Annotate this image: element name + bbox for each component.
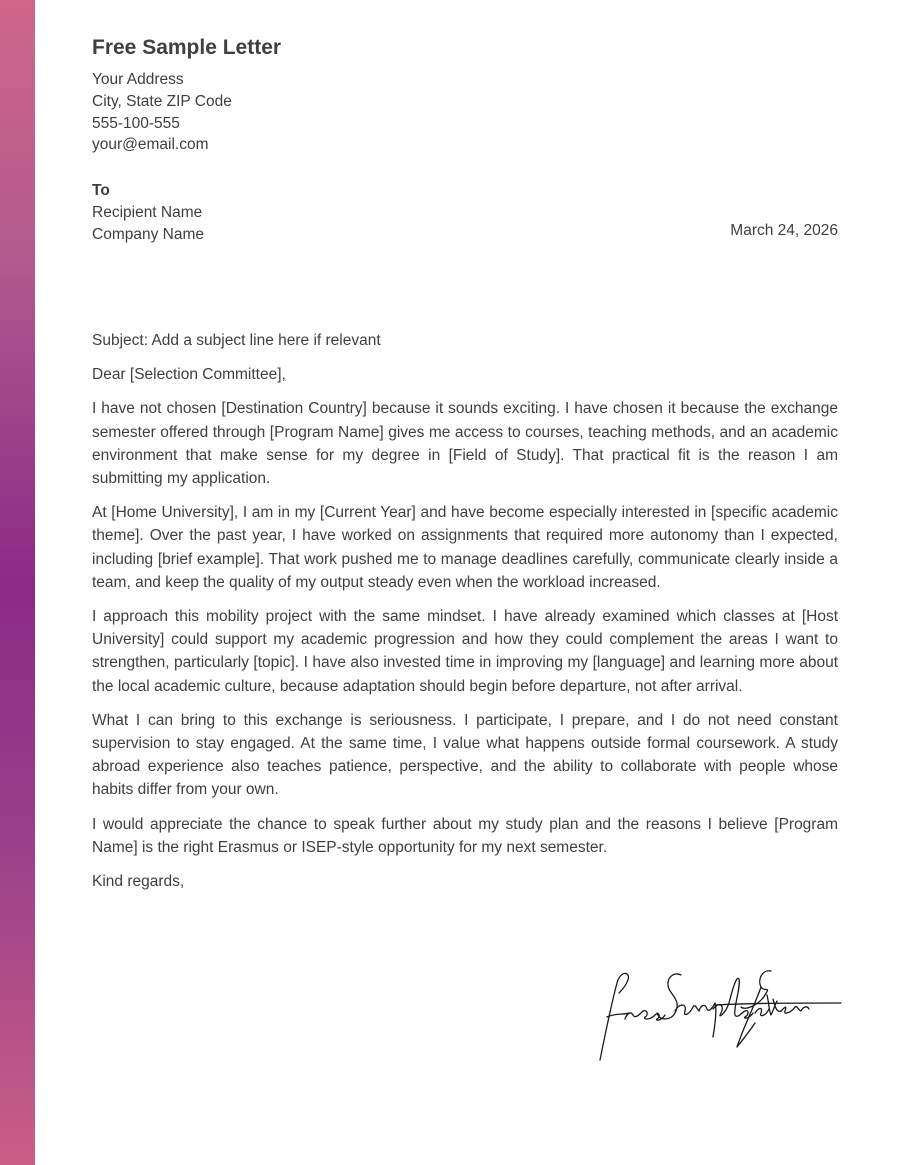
body-paragraph: I approach this mobility project with the same mindset. I have already examined which classes at [Host University] could support my academic progression and how they could complement the areas I want to strengthen, particularly [topic]. I have also invested time in improving my [language] and learning more about the local academic culture, because adaptation should begin before departure, not after arrival. <box>92 608 838 695</box>
decorative-side-stripe <box>0 0 35 1165</box>
handwritten-signature <box>595 965 845 1065</box>
body-paragraph: I would appreciate the chance to speak further about my study plan and the reasons I believe [Program Name] is the right Erasmus or ISEP-style opportunity for my next semester. <box>92 815 838 856</box>
salutation: Dear [Selection Committee], <box>92 366 286 384</box>
closing-line: Kind regards, <box>92 873 185 891</box>
subject-line: Subject: Add a subject line here if relevant <box>92 332 381 349</box>
letter-body <box>92 329 838 893</box>
sender-address-block <box>92 69 232 156</box>
letter-date: March 24, 2026 <box>730 222 838 239</box>
sender-phone: 555-100-555 <box>92 114 180 132</box>
body-paragraph: At [Home University], I am in my [Current Year] and have become especially interested in [specific academic theme]. Over the past year, I have worked on assignments that required more autonomy than I expected, including [brief example]. That work pushed me to manage deadlines carefully, communicate clearly inside a team, and keep the quality of my output steady even when the workload increased. <box>92 504 838 591</box>
body-paragraph: I have not chosen [Destination Country] because it sounds exciting. I have chosen it because the exchange semester offered through [Program Name] gives me access to courses, teaching methods, and an academic environment that make sense for my degree in [Field of Study]. That practical fit is the reason I am submitting my application. <box>92 400 838 488</box>
sender-name-heading: Free Sample Letter <box>92 36 282 59</box>
recipient-block <box>92 180 204 245</box>
sender-email: your@email.com <box>92 136 209 154</box>
to-label: To <box>92 182 110 199</box>
sender-address: Your Address <box>92 71 184 88</box>
recipient-company: Company Name <box>92 225 204 243</box>
recipient-name: Recipient Name <box>92 203 203 221</box>
sender-city: City, State ZIP Code <box>92 92 232 110</box>
body-paragraph: What I can bring to this exchange is seriousness. I participate, I prepare, and I do not need constant supervision to stay engaged. At the same time, I value what happens outside formal coursework. A study abroad experience also teaches patience, perspective, and the ability to collaborate with people whose habits differ from your own. <box>92 711 838 799</box>
